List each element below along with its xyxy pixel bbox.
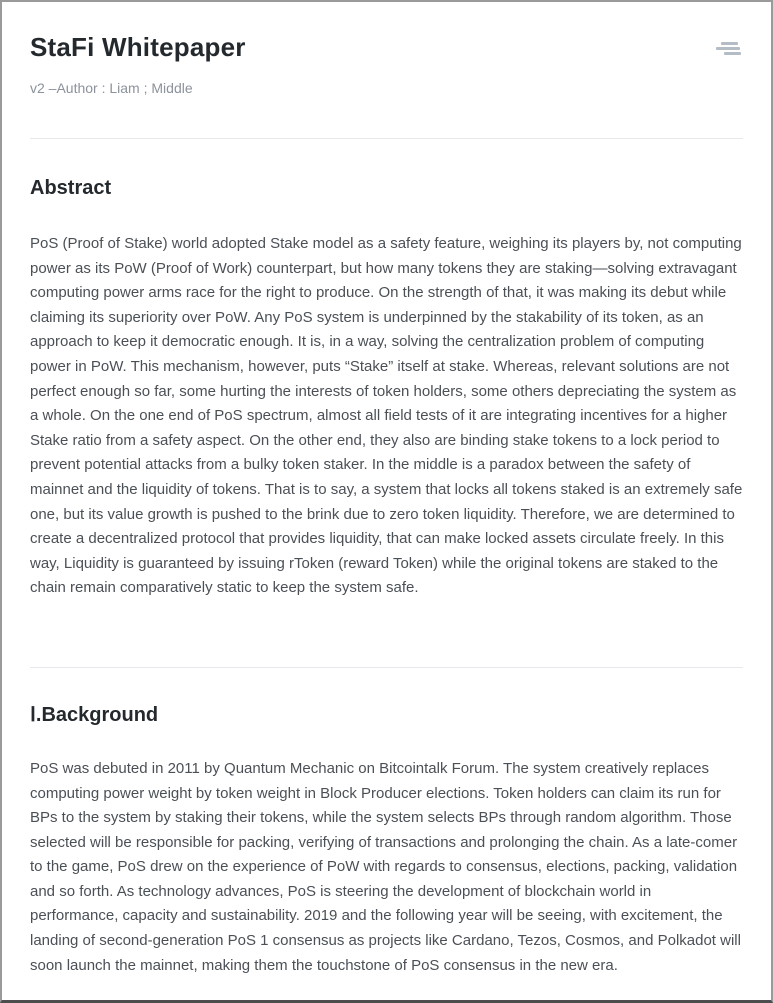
section-divider — [30, 138, 743, 139]
document-content — [2, 32, 771, 978]
toc-icon-bar — [721, 42, 738, 45]
section-body-background: PoS was debuted in 2011 by Quantum Mechanic on Bitcointalk Forum. The system creatively replaces computing power weight by token weight in Block Producer elections. Token holders can claim its run for BPs to the system by staking their tokens, while the system selects BPs through random algorithm. Those selected will be responsible for packing, verifying of transactions and prolonging the chain. As a late-comer to the game, PoS drew on the experience of PoW with regards to consensus, elections, packing, validation and so forth. As technology advances, PoS is steering the development of blockchain world in performance, capacity and sustainability. 2019 and the following year will be seeing, with excitement, the landing of second-generation PoS 1 consensus as projects like Cardano, Tezos, Cosmos, and Polkadot will soon launch the mainnet, making them the touchstone of PoS consensus in the new era. — [30, 759, 741, 974]
toc-icon-bar — [716, 47, 740, 50]
page-title: StaFi Whitepaper — [30, 32, 246, 62]
section-body-abstract: PoS (Proof of Stake) world adopted Stake model as a safety feature, weighing its players by, not computing power as its PoW (Proof of Work) counterpart, but how many tokens they are staking—solving extravagant computing power arms race for the right to produce. On the strength of that, it was making its debut while claiming its superiority over PoW. Any PoS system is underpinned by the stakability of its token, as an approach to keep it democratic enough. It is, in a way, solving the centralization problem of computing power in PoW. This mechanism, however, puts “Stake” itself at stake. Whereas, relevant solutions are not perfect enough so far, some hurting the interests of token holders, some others depreciating the system as a whole. On the one end of PoS spectrum, almost all field tests of it are integrating incentives for a higher Stake ratio from a safety aspect. On the other end, they also are binding stake tokens to a lock period to prevent potential attacks from a bulky token staker. In the middle is a paradox between the safety of mainnet and the liquidity of tokens. That is to say, a system that locks all tokens staked is an extremely safe one, but its value growth is pushed to the brink due to zero token liquidity. Therefore, we are determined to create a decentralized protocol that provides liquidity, that can make locked assets circulate freely. In this way, Liquidity is guaranteed by issuing rToken (reward Token) while the original tokens are staked to the chain remain comparatively static to keep the system safe. — [30, 235, 743, 597]
section-heading-background: Ⅰ.Background — [30, 703, 159, 726]
toc-icon-bar — [724, 52, 741, 55]
section-divider — [30, 667, 743, 668]
page-subtitle: v2 –Author : Liam ; Middle — [30, 80, 193, 96]
toc-icon[interactable] — [716, 42, 742, 56]
section-heading-abstract: Abstract — [30, 177, 112, 199]
